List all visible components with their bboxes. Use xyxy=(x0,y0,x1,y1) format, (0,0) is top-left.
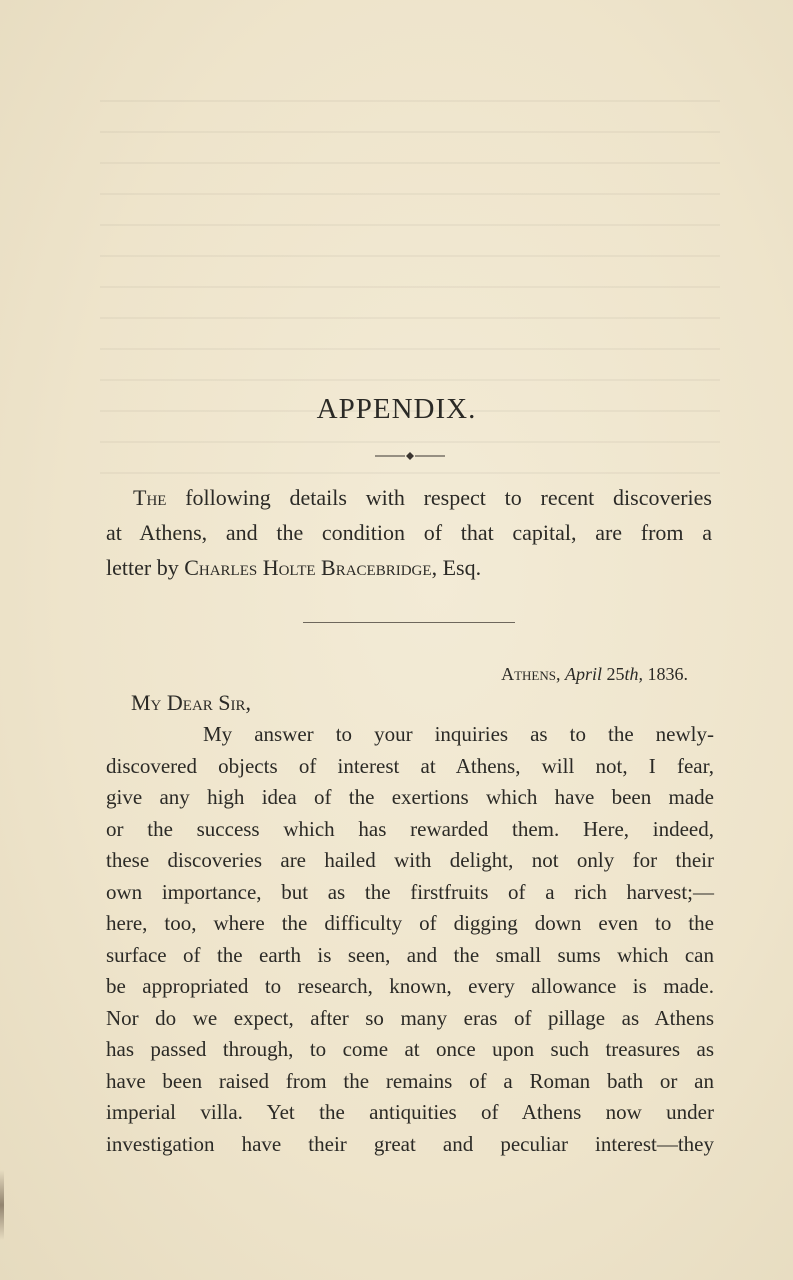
bleed-through-text xyxy=(100,100,720,500)
body-line: has passed through, to come at once upon such treasures as xyxy=(106,1037,714,1061)
letter-dateline: Athens, April 25th, 1836. xyxy=(501,664,688,684)
intro-paragraph xyxy=(106,480,712,585)
body-line: investigation have their great and peculiar interest—they xyxy=(106,1131,714,1156)
intro-line: at Athens, and the condition of that capital, are from a xyxy=(106,520,712,545)
appendix-heading: APPENDIX. xyxy=(316,393,477,425)
letter-salutation: My Dear Sir, xyxy=(131,690,252,715)
body-line: here, too, where the difficulty of digging down even to the xyxy=(106,911,714,935)
intro-line: The following details with respect to recent discoveries xyxy=(133,485,712,510)
body-line: give any high idea of the exertions which have been made xyxy=(106,785,714,809)
intro-line: letter by Charles Holte Bracebridge, Esq. xyxy=(106,555,482,580)
body-line: own importance, but as the firstfruits of a rich harvest;— xyxy=(106,879,714,904)
body-line: Nor do we expect, after so many eras of pillage as Athens xyxy=(106,1005,714,1030)
author-name: Charles Holte Bracebridge xyxy=(184,555,432,580)
body-line: these discoveries are hailed with delight, not only for their xyxy=(106,848,714,872)
page-edge-mark xyxy=(0,1170,4,1240)
body-line: My answer to your inquiries as to the newly- xyxy=(203,722,714,746)
letter-body xyxy=(106,719,714,1160)
ornament-divider-icon xyxy=(375,452,445,460)
body-line: imperial villa. Yet the antiquities of Athens now under xyxy=(106,1100,714,1124)
body-line: have been raised from the remains of a Roman bath or an xyxy=(106,1068,714,1093)
body-line: be appropriated to research, known, every allowance is made. xyxy=(106,974,714,998)
body-line: surface of the earth is seen, and the small sums which can xyxy=(106,942,714,967)
body-line: discovered objects of interest at Athens, will not, I fear, xyxy=(106,753,714,778)
section-rule xyxy=(303,622,515,623)
body-line: or the success which has rewarded them. Here, indeed, xyxy=(106,816,714,841)
